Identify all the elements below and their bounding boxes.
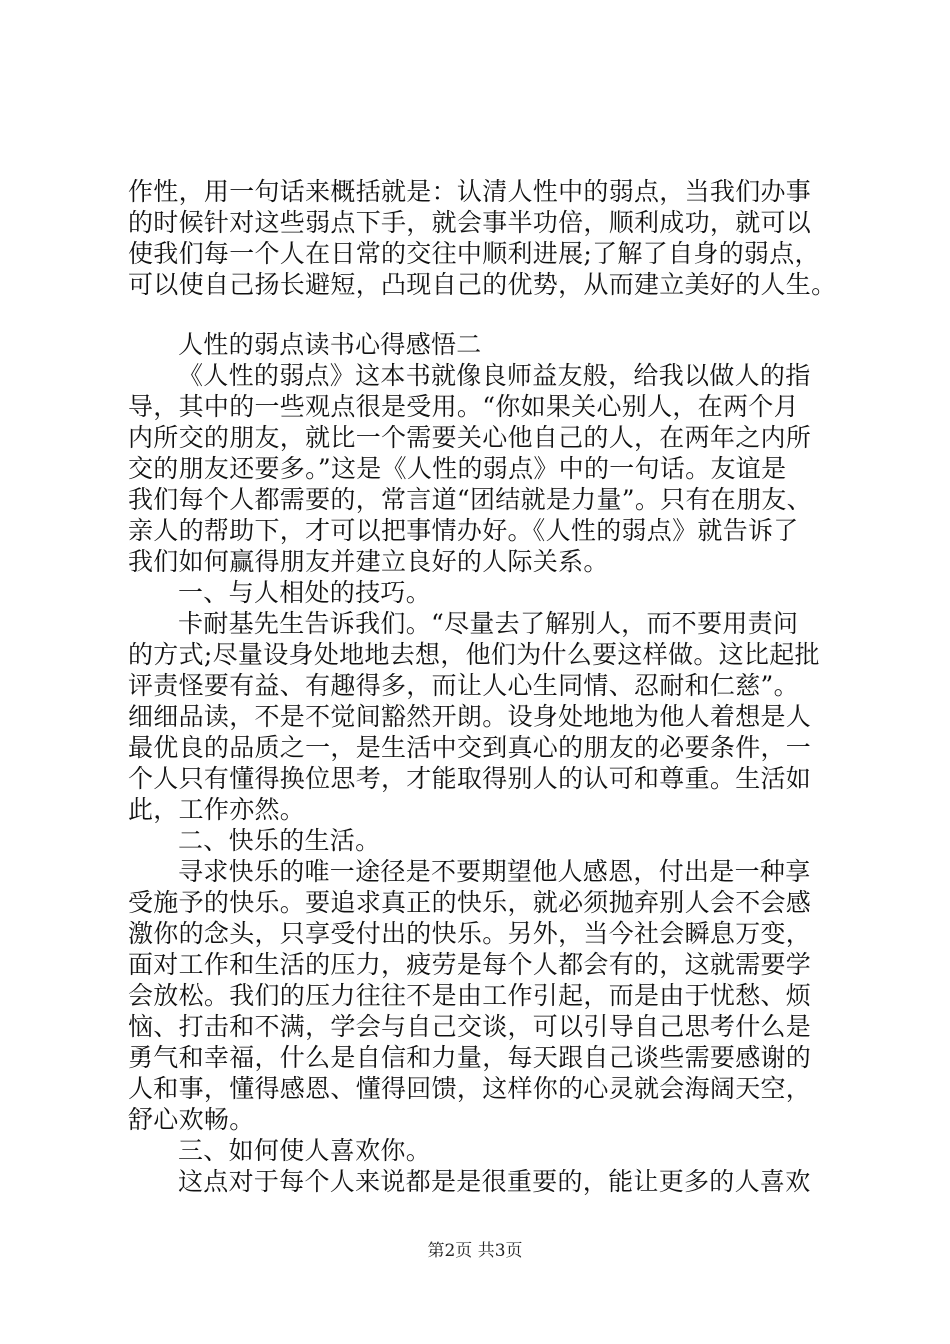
text-line: 可以使自己扬长避短，凸现自己的优势，从而建立美好的人生。 <box>128 270 837 299</box>
text-line: 寻求快乐的唯一途径是不要期望他人感恩，付出是一种享 <box>178 857 811 886</box>
section-title: 人性的弱点读书心得感悟二 <box>178 330 482 359</box>
text-line: 人和事，懂得感恩、懂得回馈，这样你的心灵就会海阔天空， <box>128 1074 812 1103</box>
text-line: 此，工作亦然。 <box>128 795 306 824</box>
text-line: 勇气和幸福，什么是自信和力量，每天跟自己谈些需要感谢的 <box>128 1043 812 1072</box>
text-line: 《人性的弱点》这本书就像良师益友般，给我以做人的指 <box>178 361 811 390</box>
text-line: 导，其中的一些观点很是受用。“你如果关心别人，在两个月 <box>128 392 799 421</box>
text-line: 细细品读，不是不觉间豁然开朗。设身处地地为他人着想是人 <box>128 702 812 731</box>
text-line: 这点对于每个人来说都是是很重要的，能让更多的人喜欢 <box>178 1167 811 1196</box>
text-line: 的方式;尽量设身处地地去想，他们为什么要这样做。这比起批 <box>128 640 820 669</box>
text-line: 作性，用一句话来概括就是：认清人性中的弱点，当我们办事 <box>128 177 812 206</box>
text-line: 卡耐基先生告诉我们。“尽量去了解别人，而不要用责问 <box>178 609 799 638</box>
text-line: 受施予的快乐。要追求真正的快乐，就必须抛弃别人会不会感 <box>128 888 812 917</box>
text-line: 评责怪要有益、有趣得多，而让人心生同情、忍耐和仁慈”。 <box>128 671 799 700</box>
text-line: 亲人的帮助下，才可以把事情办好。《人性的弱点》就告诉了 <box>128 516 799 545</box>
text-line: 我们如何赢得朋友并建立良好的人际关系。 <box>128 547 609 576</box>
subsection-heading: 一、与人相处的技巧。 <box>178 578 432 607</box>
page-footer: 第2页 共3页 <box>427 1241 523 1261</box>
text-line: 个人只有懂得换位思考，才能取得别人的认可和尊重。生活如 <box>128 764 812 793</box>
text-line: 使我们每一个人在日常的交往中顺利进展;了解了自身的弱点， <box>128 239 820 268</box>
subsection-heading: 三、如何使人喜欢你。 <box>178 1136 432 1165</box>
text-line: 面对工作和生活的压力，疲劳是每个人都会有的，这就需要学 <box>128 950 812 979</box>
text-line: 会放松。我们的压力往往不是由工作引起，而是由于忧愁、烦 <box>128 981 812 1010</box>
text-line: 舒心欢畅。 <box>128 1105 255 1134</box>
text-line: 的时候针对这些弱点下手，就会事半功倍，顺利成功，就可以 <box>128 208 812 237</box>
text-line: 我们每个人都需要的，常言道“团结就是力量”。只有在朋友、 <box>128 485 812 514</box>
text-line: 最优良的品质之一，是生活中交到真心的朋友的必要条件，一 <box>128 733 812 762</box>
text-line: 激你的念头，只享受付出的快乐。另外，当今社会瞬息万变， <box>128 919 812 948</box>
text-line: 内所交的朋友，就比一个需要关心他自己的人，在两年之内所 <box>128 423 812 452</box>
subsection-heading: 二、快乐的生活。 <box>178 826 381 855</box>
text-line: 恼、打击和不满，学会与自己交谈，可以引导自己思考什么是 <box>128 1012 812 1041</box>
text-line: 交的朋友还要多。”这是《人性的弱点》中的一句话。友谊是 <box>128 454 787 483</box>
